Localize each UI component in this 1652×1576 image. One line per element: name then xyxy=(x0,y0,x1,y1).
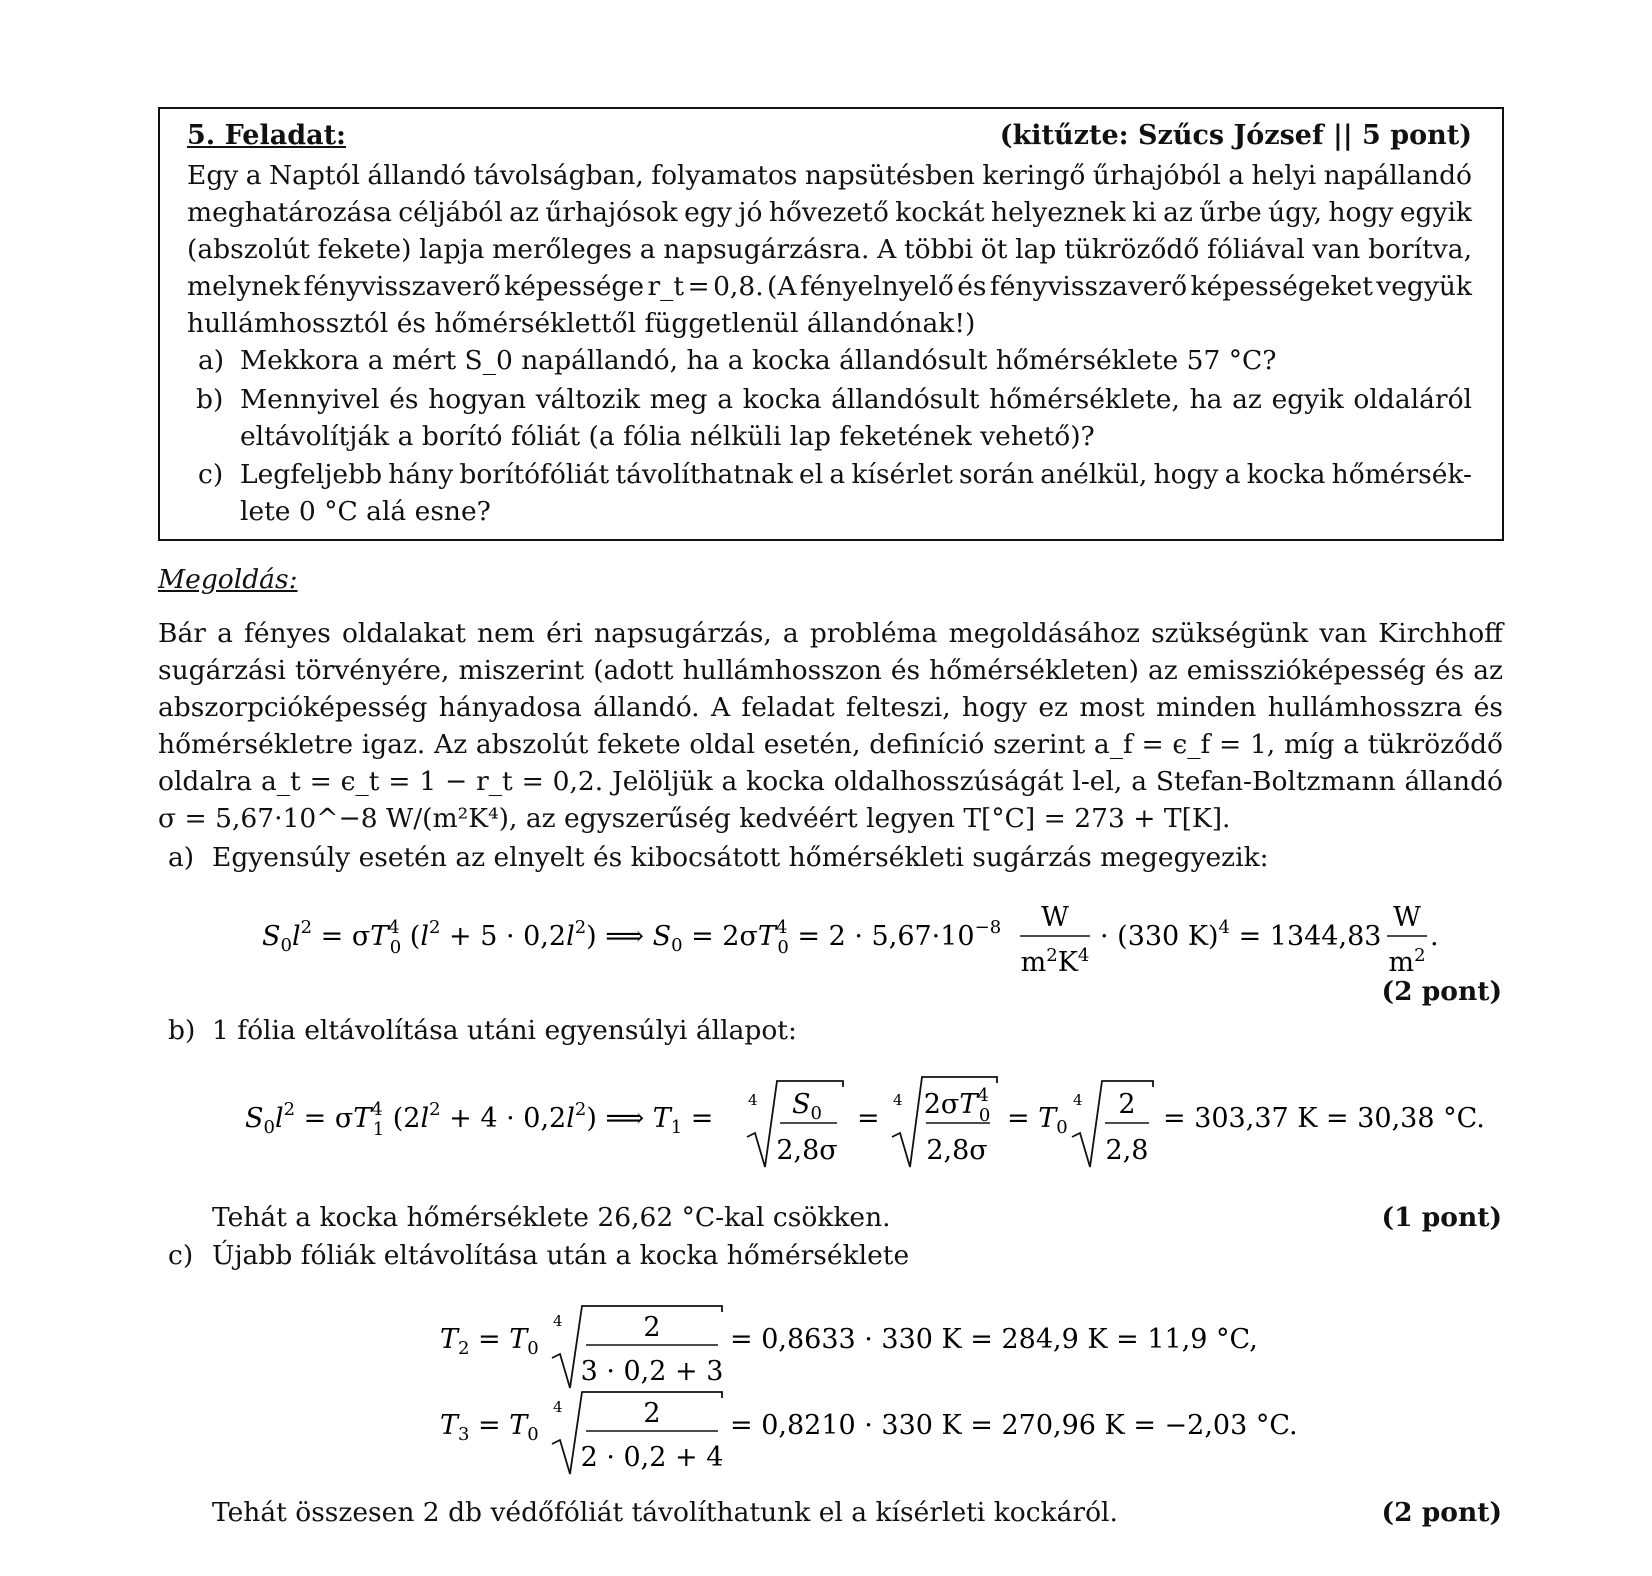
svg-text:T2 = T0: $T_2 = T_0$ xyxy=(440,1324,539,1359)
svg-text:3 · 0,2 + 3: 3 · 0,2 + 3 xyxy=(580,1356,724,1387)
problem-text-line: meghatározása céljából az űrhajósok egy jó hővezető kockát helyeznek ki az űrbe úgy, hogy egyik xyxy=(187,197,1472,228)
problem-item-b-cont: eltávolítják a borító fóliát (a fólia nélküli lap feketének vehető)? xyxy=(240,421,1095,452)
svg-text:m2: $m^2$ xyxy=(1388,945,1426,978)
problem-attribution: (kitűzte: Szűcs József || 5 pont) xyxy=(999,120,1472,151)
svg-text:2 · 0,2 + 4: 2 · 0,2 + 4 xyxy=(580,1442,724,1473)
svg-text:W: W xyxy=(1041,902,1069,933)
svg-text:S0l2 = σT41 (2l2 + 4 · 0,2l2): $S_0l^2 = \sigma T^4$ 1 $(2l^2 + 4 \cdot 0,2l^2)$ ⟹ $T_1$ = xyxy=(245,1099,714,1140)
problem-header xyxy=(187,120,1472,156)
svg-text:.: . xyxy=(1430,921,1439,952)
svg-text:· (330 K)4 = 1344,83: · (330 K)$^4$ = 1344,83 xyxy=(1100,917,1382,952)
solution-part-b-text: 1 fólia eltávolítása utáni egyensúlyi állapot: xyxy=(212,1015,797,1046)
solution-part-label: c) xyxy=(168,1240,194,1271)
svg-text:2,8σ: 2,8σ xyxy=(776,1135,838,1166)
solution-part-label: a) xyxy=(168,842,195,873)
equation-a xyxy=(262,900,1462,980)
points-c: (2 pont) xyxy=(1381,1497,1502,1528)
svg-text:4: 4 xyxy=(893,1091,903,1109)
svg-text:W: W xyxy=(1393,902,1421,933)
solution-intro-line: σ = 5,67·10^−8 W/(m²K⁴), az egyszerűség kedvéért legyen T[°C] = 273 + T[K]. xyxy=(158,803,1231,834)
solution-part-b-conclusion: Tehát a kocka hőmérséklete 26,62 °C-kal csökken. xyxy=(212,1202,891,1233)
svg-text:= 0,8633 · 330 K = 284,9 K = 1: = 0,8633 · 330 K = 284,9 K = 11,9 °C, xyxy=(730,1324,1258,1355)
svg-text:S0: $S_0$ xyxy=(792,1089,822,1124)
problem-text-line: hullámhossztól és hőmérséklettől függetlenül állandónak!) xyxy=(187,308,976,339)
problem-item-b: Mennyivel és hogyan változik meg a kocka állandósult hőmérséklete, ha az egyik oldaláról xyxy=(240,384,1472,415)
problem-text-line: Egy a Naptól állandó távolságban, folyamatos napsütésben keringő űrhajóból a helyi napállandó xyxy=(187,160,1472,191)
solution-part-c-conclusion: Tehát összesen 2 db védőfóliát távolíthatunk el a kísérleti kockáról. xyxy=(212,1497,1118,1528)
equation-c-1 xyxy=(440,1300,1320,1390)
svg-text:m2K4: $m^2K^4$ xyxy=(1020,945,1090,978)
problem-item-label: a) xyxy=(198,345,225,376)
solution-intro-line: abszorpcióképesség hányadosa állandó. A feladat felteszi, hogy ez most minden hullámhosszra és xyxy=(158,692,1503,723)
solution-intro-line: sugárzási törvényére, miszerint (adott hullámhosszon és hőmérsékleten) az emisszióképesség és az xyxy=(158,655,1503,686)
solution-intro-line: hőmérsékletre igaz. Az abszolút fekete oldal esetén, definíció szerint a_f = ϵ_f = 1, míg a tükröződő xyxy=(158,729,1503,760)
svg-text:4: 4 xyxy=(553,1398,563,1416)
problem-item-c: Legfeljebb hány borítófóliát távolíthatnak el a kísérlet során anélkül, hogy a kocka hőmérsék- xyxy=(240,459,1472,490)
solution-heading: Megoldás: xyxy=(158,564,298,595)
problem-item-label: b) xyxy=(196,384,224,415)
solution-part-c-text: Újabb fóliák eltávolítása után a kocka hőmérséklete xyxy=(212,1240,910,1271)
problem-item-c-cont: lete 0 °C alá esne? xyxy=(240,496,491,527)
svg-text:4: 4 xyxy=(553,1312,563,1330)
problem-item-a: Mekkora a mért S_0 napállandó, ha a kocka állandósult hőmérséklete 57 °C? xyxy=(240,345,1277,376)
svg-text:2: 2 xyxy=(643,1398,661,1429)
solution-intro-line: oldalra a_t = ϵ_t = 1 − r_t = 0,2. Jelöljük a kocka oldalhosszúságát l-el, a Stefan-Boltzmann állandó xyxy=(158,766,1503,797)
svg-text:= 303,37 K = 30,38 °C.: = 303,37 K = 30,38 °C. xyxy=(1163,1103,1485,1134)
problem-item-label: c) xyxy=(198,459,224,490)
svg-text:= T0: = $T_0$ xyxy=(1007,1103,1068,1138)
problem-title: 5. Feladat: xyxy=(187,120,347,151)
problem-text-line: (abszolút fekete) lapja merőleges a napsugárzásra. A többi öt lap tükröződő fóliával van borítva, xyxy=(187,234,1472,265)
svg-text:= 0,8210 · 330 K = 270,96 K =: = 0,8210 · 330 K = 270,96 K = −2,03 °C. xyxy=(730,1410,1298,1441)
svg-text:T3 = T0: $T_3 = T_0$ xyxy=(440,1410,539,1445)
solution-part-a-text: Egyensúly esetén az elnyelt és kibocsátott hőmérsékleti sugárzás megegyezik: xyxy=(212,842,1269,873)
svg-text:2,8: 2,8 xyxy=(1105,1135,1149,1166)
svg-text:4: 4 xyxy=(748,1091,758,1109)
solution-intro-line: Bár a fényes oldalakat nem éri napsugárzás, a probléma megoldásához szükségünk van Kirchhoff xyxy=(158,618,1503,649)
svg-text:2: 2 xyxy=(643,1312,661,1343)
svg-text:2,8σ: 2,8σ xyxy=(926,1135,988,1166)
svg-text:2σT40: $2\sigma T^4$ 0 xyxy=(923,1085,991,1126)
equation-b xyxy=(245,1075,1485,1175)
svg-text:S0l2 = σT40 (l2 + 5 · 0,2l2) ⟹: $S_0l^2 = \sigma T^4$ 0 $(l^2 + 5 \cdot 0,2l^2)$ ⟹ $S_0 = 2\sigma T^4$ $0 = 2 \cdot 5,67\cdot 10^{-8}$ xyxy=(262,917,1002,958)
svg-text:2: 2 xyxy=(1118,1089,1136,1120)
points-a: (2 pont) xyxy=(1381,976,1502,1007)
solution-part-label: b) xyxy=(168,1015,196,1046)
problem-text-line: melynek fényvisszaverő képessége r_t = 0,8. (A fényelnyelő és fényvisszaverő képességeket vegyük xyxy=(187,271,1472,302)
svg-text:4: 4 xyxy=(1073,1091,1083,1109)
points-b: (1 pont) xyxy=(1381,1202,1502,1233)
svg-text:=: = xyxy=(857,1103,880,1134)
equation-c-2 xyxy=(440,1386,1320,1476)
